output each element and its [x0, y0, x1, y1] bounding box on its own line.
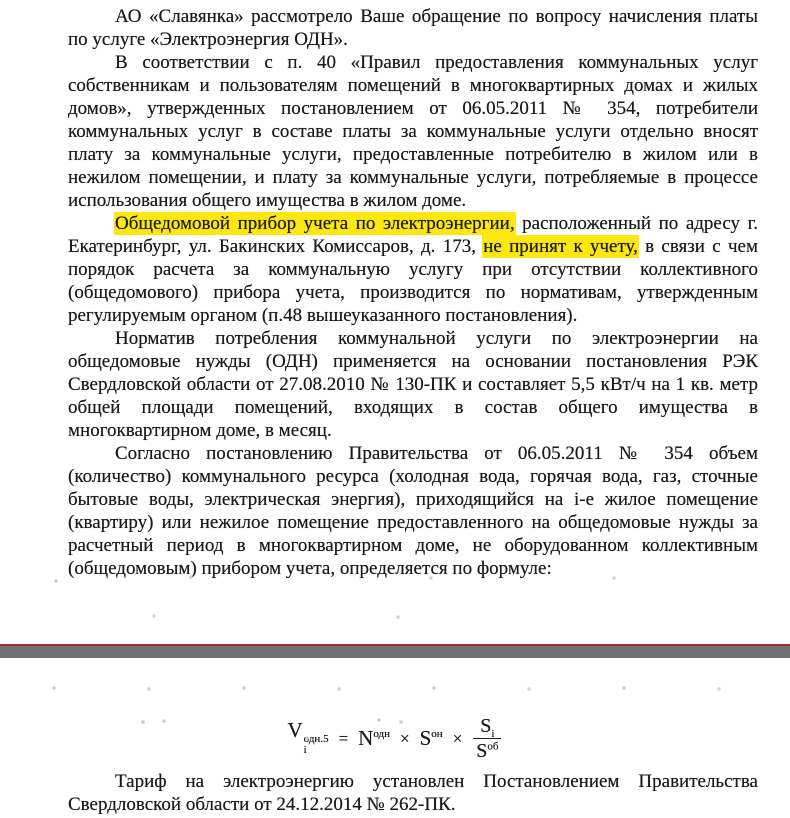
scan-noise-specks [0, 0, 2, 2]
odn-volume-formula [0, 716, 790, 761]
paragraph [68, 327, 758, 442]
numerator-base: S [480, 715, 492, 737]
paragraph [68, 5, 758, 51]
text-run: Тариф на электроэнергию установлен Постановлением Правительства Свердловской области от 24.12.2014 № 262-ПК. [68, 771, 758, 815]
page-break-separator [0, 644, 790, 658]
text-run: Норматив потребления коммунальной услуги по электроэнергии на общедомовые нужды (ОДН) применяется на основании постановления РЭК Свердловской области от 27.08.2010 № 130-ПК и составляет 5,5 кВт/ч на 1 кв. метр общей площади помещений, входящих в состав общего имущества в многоквартирном доме, в месяц. [68, 328, 758, 441]
formula-fraction [472, 716, 502, 761]
denominator-superscript: об [487, 740, 499, 753]
text-run: расположенный по адресу г. Екатеринбург, ул. Бакинских Комиссаров, д. 173, [68, 213, 758, 257]
denominator-base: S [476, 740, 488, 762]
formula-area-superscript: он [431, 728, 443, 740]
highlighted-text: Общедомовой прибор учета по электроэнергии, [115, 213, 515, 234]
equals-sign: = [338, 729, 349, 748]
paragraph [68, 770, 758, 816]
text-run: в связи с чем порядок расчета за коммунальную услугу при отсутствии коллективного (общедомового) прибора учета, производится по нормативам, утвержденным регулируемым органом (п.48 вышеуказанного постановления). [68, 236, 758, 326]
formula-norm-superscript: одн [373, 728, 391, 740]
formula-area-base: S [419, 726, 432, 750]
paragraph [68, 212, 758, 327]
text-run: В соответствии с п. 40 «Правил предоставления коммунальных услуг собственникам и пользователям помещений в многоквартирных домах и жилых домов», утвержденных постановлением от 06.05.2011 № 354, потребители коммунальных услуг в составе платы за коммунальные услуги отдельно вносят плату за коммунальные услуги, предоставленные потребителю в жилом или в нежилом помещении, и плату за коммунальные услуги, потребляемые в процессе использования общего имущества в жилом доме. [68, 52, 758, 211]
highlighted-text: не принят к учету, [483, 236, 638, 257]
formula-term-area [420, 728, 443, 749]
separator-gray-bar [0, 646, 790, 658]
formula-term-norm [358, 728, 390, 749]
formula-lhs-base: V [287, 717, 303, 742]
text-run: АО «Славянка» рассмотрело Ваше обращение по вопросу начисления платы по услуге «Электроэнергия ОДН». [68, 6, 758, 50]
paragraph [68, 51, 758, 212]
multiply-sign: × [400, 729, 410, 748]
multiply-sign-2: × [452, 729, 463, 748]
formula-lhs-supsub [304, 734, 329, 757]
letter-closing [68, 770, 758, 816]
paragraph [68, 442, 758, 580]
fraction-numerator [473, 716, 501, 739]
formula-lhs [287, 717, 329, 757]
formula-lhs-subscript: i [303, 744, 307, 757]
fraction-denominator [472, 739, 502, 761]
text-run: Согласно постановлению Правительства от 06.05.2011 № 354 объем (количество) коммунального ресурса (холодная вода, горячая вода, газ, сточные бытовые воды, электрическая энергия), приходящийся на i-е жилое помещение (квартиру) или нежилое помещение предоставленного на общедомовые нужды за расчетный период в многоквартирном доме, не оборудованном коллективным (общедомовым) прибором учета, определяется по формуле: [68, 443, 758, 579]
formula-norm-base: N [358, 726, 374, 750]
letter-body [68, 5, 758, 580]
formula-lhs-superscript: одн.5 [303, 732, 329, 745]
numerator-subscript: i [491, 728, 495, 740]
